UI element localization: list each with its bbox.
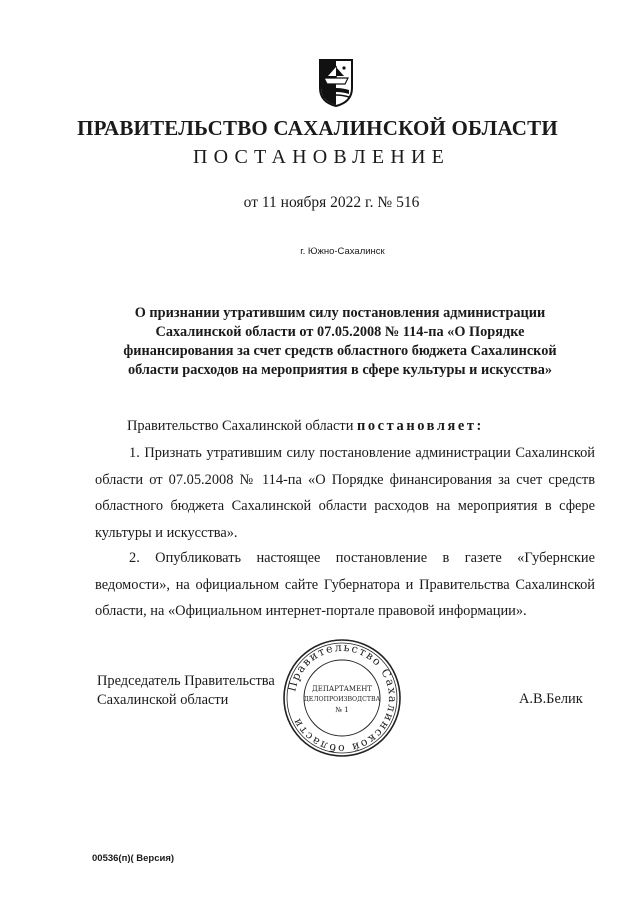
government-title: ПРАВИТЕЛЬСТВО САХАЛИНСКОЙ ОБЛАСТИ [77, 116, 558, 140]
resolution-item-2: 2. Опубликовать настоящее постановление в газете «Губернские ведомости», на официальном сайте Губернатора и Правительства Сахалинской области, на «Официальном интернет-портале правовой информации». [95, 550, 595, 619]
signatory-name: А.В.Белик [519, 691, 583, 707]
stamp-center-line3: № 1 [335, 706, 349, 714]
signatory-position-line2: Сахалинской области [97, 692, 229, 708]
stamp-ring-text: Правительство Сахалинской области [285, 640, 400, 756]
document-city: г. Южно-Сахалинск [300, 246, 385, 257]
stamp-center-line2: ДЕЛОПРОИЗВОДСТВА [303, 696, 381, 703]
signatory-position [97, 672, 275, 710]
resolution-intro [127, 413, 597, 440]
stamp-center-line1: ДЕПАРТАМЕНТ [312, 685, 372, 693]
document-footer-code: 00536(п)( Версия) [92, 853, 175, 864]
intro-prefix: Правительство Сахалинской области [127, 418, 357, 434]
document-subject: О признании утратившим силу постановления администрации Сахалинской области от 07.05.2008 № 114-па «О Порядке финансирования за счет средств областного бюджета Сахалинской области расходов на мероприятия в сфере культуры и искусства» [123, 305, 557, 378]
official-stamp [272, 638, 412, 758]
resolution-item-1: 1. Признать утратившим силу постановление администрации Сахалинской области от 07.05.2008 № 114-па «О Порядке финансирования за счет средств областного бюджета Сахалинской области расходов на мероприятия в сфере культуры и искусства». [95, 445, 595, 541]
document-date-number: от 11 ноября 2022 г. № 516 [243, 194, 420, 211]
signatory-position-line1: Председатель Правительства [97, 673, 275, 689]
document-type: ПОСТАНОВЛЕНИЕ [192, 146, 451, 168]
intro-verb: постановляет: [357, 418, 484, 434]
coat-of-arms-emblem [314, 56, 358, 108]
